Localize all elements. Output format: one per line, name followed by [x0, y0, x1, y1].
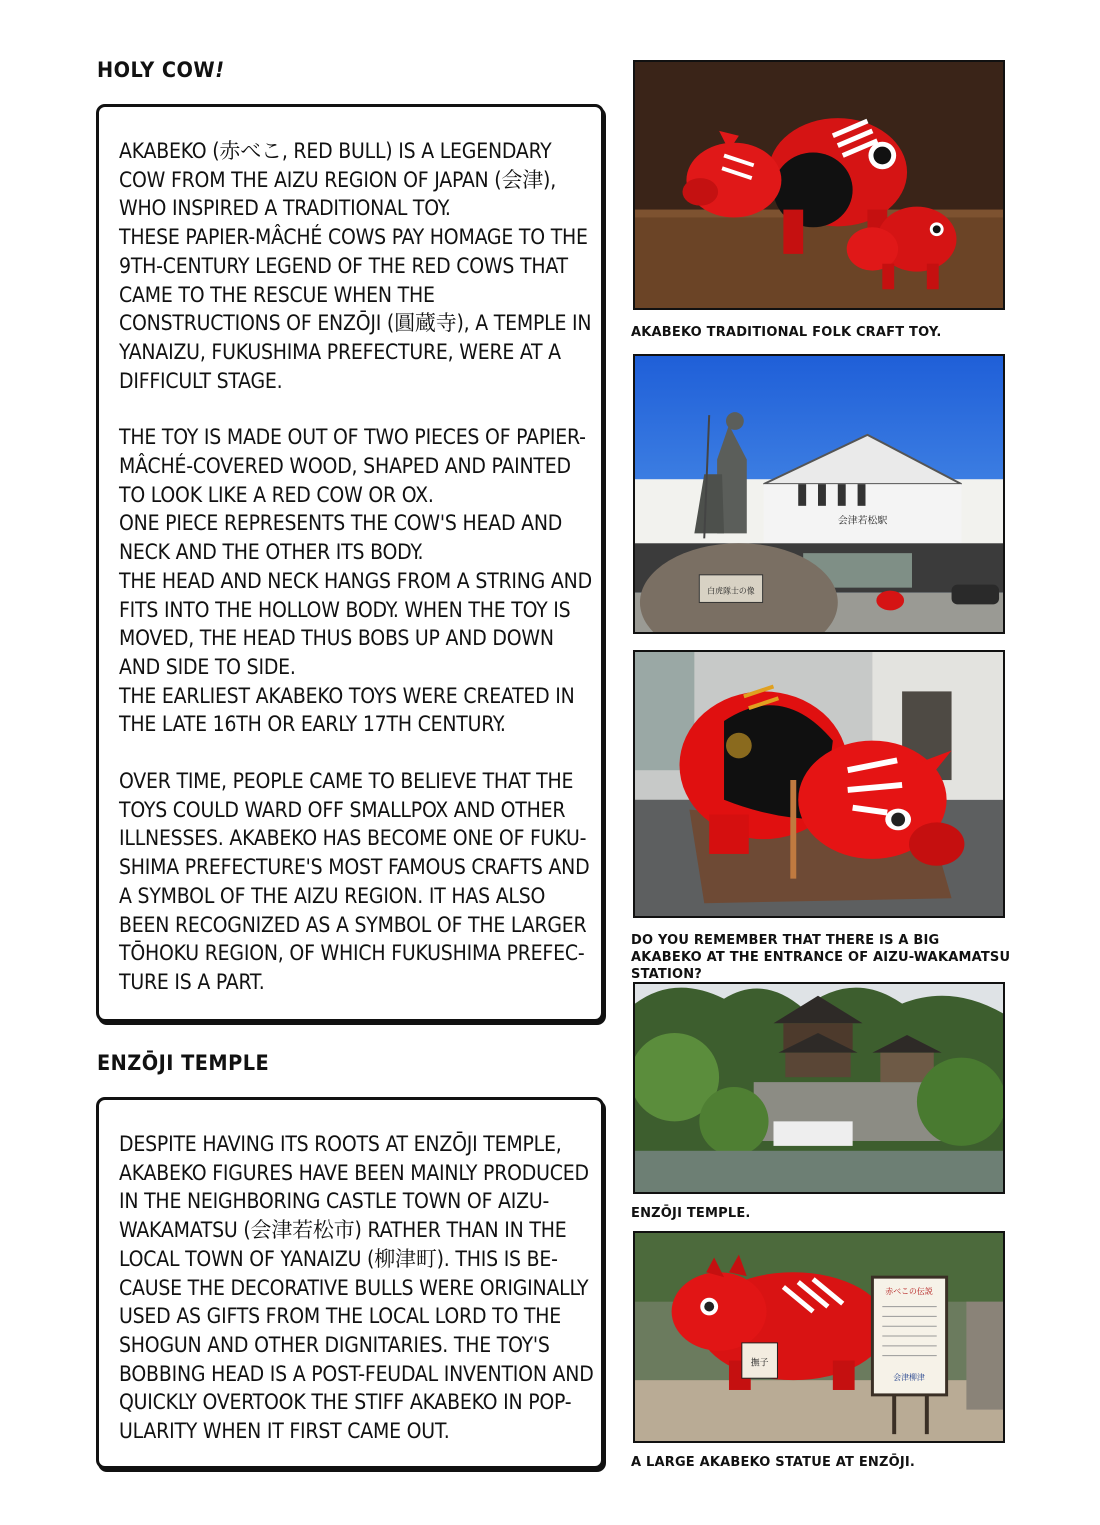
enzoji-text-panel — [96, 1097, 604, 1469]
intro-text — [119, 137, 599, 997]
enzoji-text — [119, 1130, 599, 1446]
board-title: 赤べこの伝説 — [885, 1286, 933, 1296]
photo-akabeko-toys — [633, 60, 1005, 310]
statue-plaque: 白虎隊士の像 — [707, 586, 755, 596]
paragraph: AKABEKO (赤べこ, RED BULL) IS A LEGENDARY COW FROM THE AIZU REGION OF JAPAN (会津), WHO INSPIRED A TRADITIONAL TOY. — [119, 139, 557, 221]
photo-caption: ENZŌJI TEMPLE. — [631, 1206, 751, 1221]
paragraph: THE HEAD AND NECK HANGS FROM A STRING AND FITS INTO THE HOLLOW BODY. WHEN THE TOY IS MOVED, THE HEAD THUS BOBS UP AND DOWN AND SIDE TO SIDE. — [119, 568, 592, 679]
paragraph: THE TOY IS MADE OUT OF TWO PIECES OF PAPIER-MÂCHÉ-COVERED WOOD, SHAPED AND PAINTED TO LOOK LIKE A RED COW OR OX. — [119, 425, 586, 507]
photo-enzoji-temple — [633, 982, 1005, 1194]
paragraph: THESE PAPIER-MÂCHÉ COWS PAY HOMAGE TO THE 9TH-CENTURY LEGEND OF THE RED COWS THAT CAME TO THE RESCUE WHEN THE CONSTRUCTIONS OF ENZŌJI (圓蔵寺), A TEMPLE IN YANAIZU, FUKUSHIMA PREFECTURE, WERE AT A DIFFICULT STAGE. — [119, 225, 592, 393]
board-footer: 会津柳津 — [893, 1373, 925, 1383]
section-heading-enzoji-temple: ENZŌJI TEMPLE — [97, 1051, 270, 1075]
intro-text-panel — [96, 104, 604, 1022]
photo-aizu-wakamatsu-station — [633, 354, 1005, 634]
paragraph: THE EARLIEST AKABEKO TOYS WERE CREATED IN THE LATE 16TH OR EARLY 17TH CENTURY. — [119, 683, 575, 737]
paragraph: OVER TIME, PEOPLE CAME TO BELIEVE THAT THE TOYS COULD WARD OFF SMALLPOX AND OTHER ILLNESSES. AKABEKO HAS BECOME ONE OF FUKU-SHIMA PREFECTURE'S MOST FAMOUS CRAFTS AND A SYMBOL OF THE AIZU REGION. IT HAS ALSO BEEN RECOGNIZED AS A SYMBOL OF THE LARGER TŌHOKU REGION, OF WHICH FUKUSHIMA PREFEC-TURE IS A PART. — [119, 769, 590, 994]
photo-big-akabeko-station — [633, 650, 1005, 918]
photo-akabeko-statue-enzoji — [633, 1231, 1005, 1443]
paragraph: DESPITE HAVING ITS ROOTS AT ENZŌJI TEMPLE, AKABEKO FIGURES HAVE BEEN MAINLY PRODUCED IN THE NEIGHBORING CASTLE TOWN OF AIZU-WAKAMATSU (会津若松市) RATHER THAN IN THE LOCAL TOWN OF YANAIZU (柳津町). THIS IS BE-CAUSE THE DECORATIVE BULLS WERE ORIGINALLY USED AS GIFTS FROM THE LOCAL LORD TO THE SHOGUN AND OTHER DIGNITARIES. THE TOY'S BOBBING HEAD IS A POST-FEUDAL INVENTION AND QUICKLY OVERTOOK THE STIFF AKABEKO IN POP-ULARITY WHEN IT FIRST CAME OUT. — [119, 1132, 594, 1444]
section-heading-holy-cow: HOLY COW! — [97, 58, 225, 82]
photo-caption: A LARGE AKABEKO STATUE AT ENZŌJI. — [631, 1455, 916, 1470]
paragraph: ONE PIECE REPRESENTS THE COW'S HEAD AND NECK AND THE OTHER ITS BODY. — [119, 511, 563, 565]
station-sign: 会津若松駅 — [837, 515, 888, 527]
photo-caption: AKABEKO TRADITIONAL FOLK CRAFT TOY. — [631, 325, 942, 340]
stand-label: 撫子 — [750, 1358, 769, 1369]
photo-caption: DO YOU REMEMBER THAT THERE IS A BIG AKABEKO AT THE ENTRANCE OF AIZU-WAKAMATSU STATION? — [631, 933, 1011, 982]
